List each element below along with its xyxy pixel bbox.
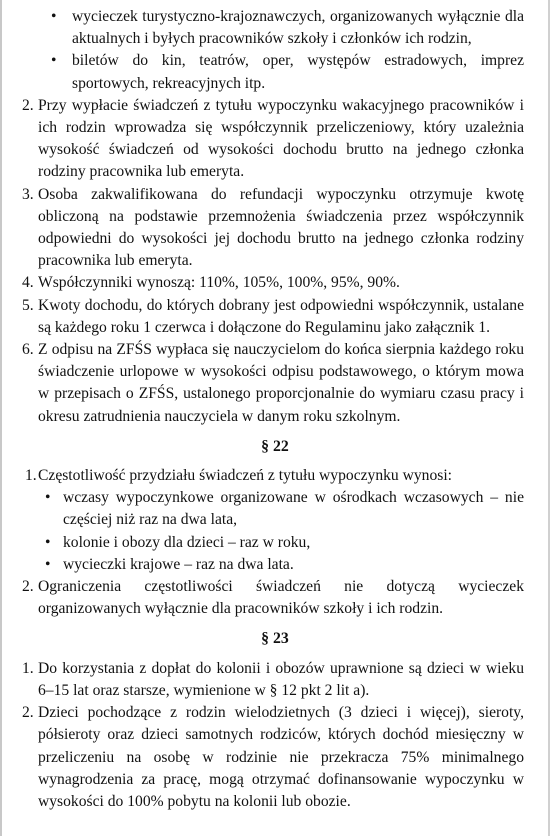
- bullet-item: [0, 487, 550, 531]
- bullet-item: [0, 50, 550, 94]
- item-text: Współczynniki wynoszą: 110%, 105%, 100%, 95%, 90%.: [38, 274, 400, 292]
- numbered-item: [0, 184, 550, 273]
- item-number: 2.: [22, 96, 34, 114]
- bullet-dot: •: [51, 8, 57, 25]
- item-number: 1.: [25, 467, 37, 485]
- bullet-dot: •: [45, 533, 51, 551]
- bullet-item: [0, 6, 550, 50]
- item-number: 3.: [22, 185, 34, 203]
- bullet-dot: •: [51, 52, 57, 70]
- numbered-item: [0, 95, 550, 184]
- bullet-text: kolonie i obozy dla dzieci – raz w roku,: [63, 533, 311, 551]
- item-text: Do korzystania z dopłat do kolonii i obozów uprawnione są dzieci w wieku 6–15 lat oraz starsze, wymienione w § 12 pkt 2 lit a).: [38, 659, 524, 699]
- item-text: Dzieci pochodzące z rodzin wielodzietnych (3 dzieci i więcej), sieroty, półsieroty oraz dzieci samotnych rodziców, których dochód miesięczny w przeliczeniu na osobę w rodzinie nie przekracza 75% minimalnego wynagrodzenia za pracę, mogą otrzymać dofinansowanie wypoczynku w wysokości do 100% pobytu na kolonii lub obozie.: [38, 704, 524, 810]
- bullet-text: biletów do kin, teatrów, oper, występów estradowych, imprez sportowych, rekreacyjnych itp.: [72, 52, 524, 92]
- section-heading-23: § 23: [261, 630, 289, 648]
- numbered-item: [0, 295, 550, 339]
- bullet-dot: •: [45, 555, 51, 573]
- bullet-text: wycieczki krajowe – raz na dwa lata.: [63, 555, 294, 573]
- item-number: 6.: [22, 341, 34, 359]
- bullet-item: [0, 554, 550, 576]
- bullet-text: wycieczek turystyczno-krajoznawczych, organizowanych wyłącznie dla aktualnych i byłych pracowników szkoły i członków ich rodzin,: [72, 8, 524, 48]
- document-page: [0, 6, 550, 813]
- item-text: Kwoty dochodu, do których dobrany jest odpowiedni współczynnik, ustalane są każdego roku 1 czerwca i dołączone do Regulaminu jako załącznik 1.: [38, 296, 524, 336]
- bullet-text: wczasy wypoczynkowe organizowane w ośrodkach wczasowych – nie częściej niż raz na dwa lata,: [63, 489, 524, 529]
- numbered-item: [0, 339, 550, 428]
- numbered-item: [0, 658, 550, 702]
- item-number: 4.: [22, 274, 34, 292]
- bullet-item: [0, 532, 550, 554]
- item-text: Ograniczenia częstotliwości świadczeń nie dotyczą wycieczek organizowanych wyłącznie dla pracowników szkoły i ich rodzin.: [38, 578, 524, 618]
- numbered-item: [0, 465, 550, 487]
- item-number: 2.: [22, 704, 34, 722]
- item-number: 2.: [22, 578, 34, 596]
- item-number: 1.: [22, 659, 34, 677]
- item-number: 5.: [22, 296, 34, 314]
- item-text: Przy wypłacie świadczeń z tytułu wypoczynku wakacyjnego pracowników i ich rodzin wprowadza się współczynnik przeliczeniowy, który uzależnia wysokość świadczeń od wysokości dochodu brutto na jednego członka rodziny pracownika lub emeryta.: [38, 96, 524, 181]
- item-text: Częstotliwość przydziału świadczeń z tytułu wypoczynku wynosi:: [38, 467, 453, 485]
- numbered-item: [0, 576, 550, 620]
- numbered-item: [0, 702, 550, 813]
- item-text: Osoba zakwalifikowana do refundacji wypoczynku otrzymuje kwotę obliczoną na podstawie przemnożenia świadczenia przez współczynnik odpowiedni do wysokości jej dochodu brutto na jednego członka rodziny pracownika lub emeryta.: [38, 185, 524, 270]
- section-heading-22: § 22: [261, 437, 289, 455]
- bullet-dot: •: [45, 489, 51, 507]
- numbered-item: [0, 272, 550, 294]
- item-text: Z odpisu na ZFŚS wypłaca się nauczycielom do końca sierpnia każdego roku świadczenie urlopowe w wysokości odpisu podstawowego, o którym mowa w przepisach o ZFŚS, ustalonego proporcjonalnie do wymiaru czasu pracy i okresu zatrudnienia nauczyciela w danym roku szkolnym.: [38, 341, 524, 425]
